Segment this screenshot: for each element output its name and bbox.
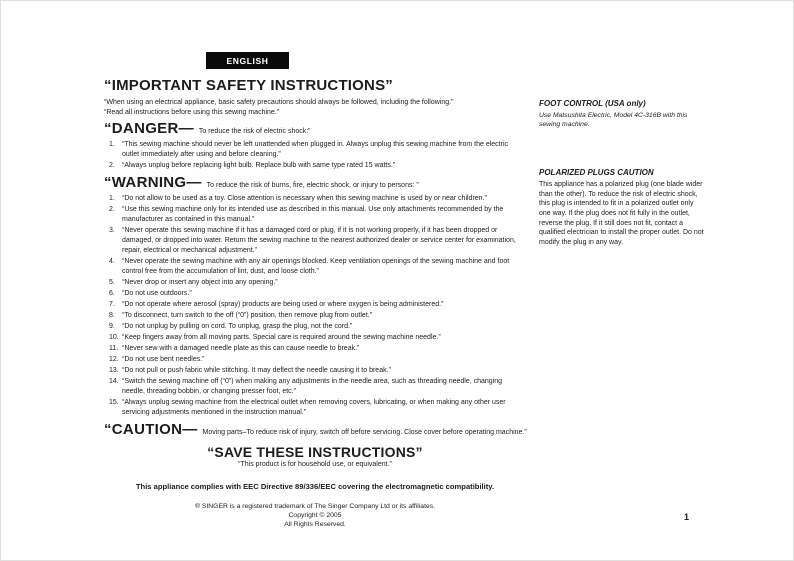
page-number: 1 <box>684 512 690 522</box>
page-title: “IMPORTANT SAFETY INSTRUCTIONS” <box>104 77 393 94</box>
instruction-text: “Do not pull or push fabric while stitching. It may deflect the needle causing it to break.” <box>122 367 391 375</box>
instruction-number: 12. <box>109 356 119 364</box>
danger-tagline: To reduce the risk of electric shock:” <box>198 128 311 136</box>
instruction-number: 2. <box>109 206 115 214</box>
language-tab: ENGLISH <box>206 52 289 69</box>
instruction-item <box>109 333 526 343</box>
instruction-text: “This sewing machine should never be left unattended when plugged in. Always unplug this sewing machine from the electric outlet immediately after using and before cleaning.” <box>122 141 508 159</box>
foot-control-section <box>539 99 707 130</box>
instruction-text: “Always unplug before replacing light bulb. Replace bulb with same type rated 15 watts.” <box>122 162 396 170</box>
instruction-number: 7. <box>109 301 115 309</box>
footer-block <box>104 502 526 529</box>
instruction-text: “To disconnect, turn switch to the off (“0”) position, then remove plug from outlet.” <box>122 312 373 320</box>
polarized-plugs-heading: POLARIZED PLUGS CAUTION <box>539 167 654 177</box>
instruction-number: 2. <box>109 162 115 170</box>
instruction-number: 8. <box>109 312 115 320</box>
polarized-plugs-body: This appliance has a polarized plug (one blade wider than the other). To reduce the risk of electric shock, this plug is intended to fit in a polarized outlet only one way. If the plug does not fit fully in the outlet, reverse the plug. If it still does not fit, contact a qualified electrician to install the proper outlet. Do not modify the plug in any way. <box>539 180 704 247</box>
instruction-number: 15. <box>109 399 119 407</box>
copyright-note: Copyright © 2005 <box>288 512 342 520</box>
instruction-item <box>109 322 526 332</box>
instruction-number: 3. <box>109 227 115 235</box>
instruction-text: “Do not use outdoors.” <box>122 290 192 298</box>
instruction-number: 11. <box>109 345 119 353</box>
warning-heading <box>104 174 526 192</box>
instruction-number: 4. <box>109 258 115 266</box>
trademark-note: ® SINGER is a registered trademark of The Singer Company Ltd or its affiliates. <box>194 503 436 511</box>
danger-list <box>104 140 526 171</box>
instruction-item <box>109 344 526 354</box>
danger-heading-word: “DANGER— <box>104 120 194 138</box>
instruction-number: 14. <box>109 378 119 386</box>
instruction-text: “Never operate the sewing machine with any air openings blocked. Keep ventilation openings of the sewing machine and foot control free from the accumulation of lint, dust, and loose cloth.” <box>122 258 510 276</box>
instruction-text: “Never operate this sewing machine if it has a damaged cord or plug, if it is not working properly, if it has been dropped or damaged, or dropped into water. Return the sewing machine to the nearest authorized dealer or service center for examination, repair, electrical or mechanical adjustment.” <box>122 227 516 255</box>
eec-compliance-note: This appliance complies with EEC Directive 89/336/EEC covering the electromagnetic compatibility. <box>135 482 495 492</box>
instruction-item <box>109 398 526 418</box>
save-instructions-title: “SAVE THESE INSTRUCTIONS” <box>207 444 423 461</box>
intro-block <box>104 98 526 117</box>
caution-heading <box>104 421 527 439</box>
instruction-item <box>109 355 526 365</box>
instruction-item <box>109 257 526 277</box>
instruction-item <box>109 311 526 321</box>
warning-tagline: To reduce the risk of burns, fire, electric shock, or injury to persons: ” <box>206 182 419 190</box>
caution-heading-word: “CAUTION— <box>104 421 198 439</box>
warning-heading-word: “WARNING— <box>104 174 202 192</box>
foot-control-heading: FOOT CONTROL (USA only) <box>539 99 646 108</box>
instruction-text: “Never sew with a damaged needle plate as this can cause needle to break.” <box>122 345 360 353</box>
instruction-number: 5. <box>109 279 115 287</box>
instruction-number: 6. <box>109 290 115 298</box>
instruction-number: 9. <box>109 323 115 331</box>
instruction-item <box>109 377 526 397</box>
instruction-number: 1. <box>109 195 115 203</box>
instruction-item <box>109 161 526 171</box>
instruction-item <box>109 300 526 310</box>
instruction-item <box>109 194 526 204</box>
instruction-text: “Do not operate where aerosol (spray) products are being used or where oxygen is being administered.” <box>122 301 444 309</box>
polarized-plugs-section <box>539 168 707 248</box>
instruction-item <box>109 140 526 160</box>
instruction-item <box>109 289 526 299</box>
rights-note: All Rights Reserved. <box>284 521 346 529</box>
instruction-text: “Never drop or insert any object into any opening.” <box>122 279 278 287</box>
instruction-number: 13. <box>109 367 119 375</box>
danger-heading <box>104 120 526 138</box>
instruction-number: 10. <box>109 334 119 342</box>
instruction-text: “Do not allow to be used as a toy. Close attention is necessary when this sewing machine is used by or near children.” <box>122 195 487 203</box>
caution-tagline: Moving parts–To reduce risk of injury, switch off before servicing. Close cover before operating machine.” <box>202 429 527 437</box>
main-column <box>104 77 526 529</box>
instruction-text: “Use this sewing machine only for its intended use as described in this manual. Use only attachments recommended by the manufacturer as contained in this manual.” <box>122 206 504 224</box>
instruction-text: “Always unplug sewing machine from the electrical outlet when removing covers, lubricating, or when making any other user servicing adjustments mentioned in the instruction manual.” <box>122 399 506 417</box>
instruction-item <box>109 366 526 376</box>
side-column <box>539 77 707 529</box>
instruction-number: 1. <box>109 141 115 149</box>
page-columns <box>104 77 707 529</box>
instruction-item <box>109 205 526 225</box>
instruction-item <box>109 226 526 256</box>
warning-list <box>104 194 526 418</box>
instruction-text: “Switch the sewing machine off (“0”) when making any adjustments in the needle area, such as threading needle, changing needle, threading bobbin, or changing presser foot, etc.” <box>122 378 503 396</box>
instruction-text: “Do not use bent needles.” <box>122 356 205 364</box>
instruction-item <box>109 278 526 288</box>
intro-line: “When using an electrical appliance, basic safety precautions should always be followed, including the following.” <box>104 99 454 106</box>
foot-control-body: Use Matsushita Electric, Model 4C-316B with this sewing machine. <box>539 112 688 129</box>
intro-line: “Read all instructions before using this sewing machine.” <box>104 108 280 116</box>
household-note: “This product is for household use, or equivalent.” <box>238 461 392 469</box>
instruction-text: “Keep fingers away from all moving parts. Special care is required around the sewing machine needle.” <box>122 334 441 342</box>
instruction-text: “Do not unplug by pulling on cord. To unplug, grasp the plug, not the cord.” <box>122 323 353 331</box>
